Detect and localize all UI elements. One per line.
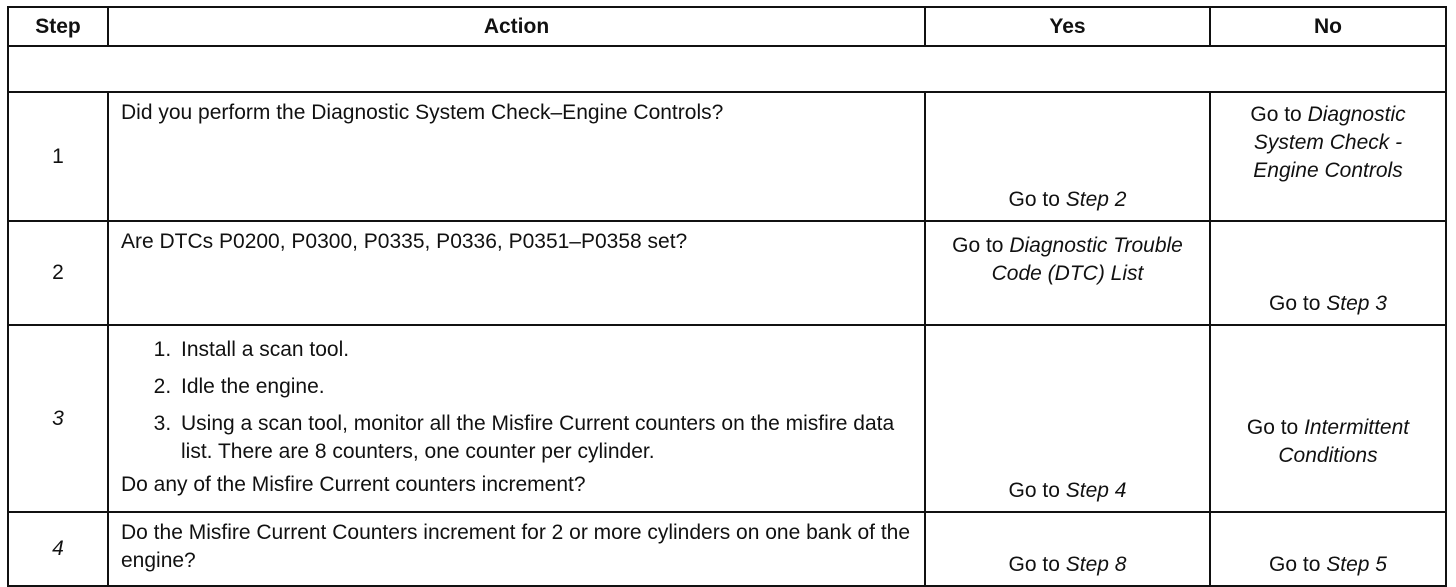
no-cell [1210,221,1446,325]
no-prefix: Go to [1269,553,1327,576]
yes-result[interactable] [926,222,1209,288]
yes-cell [925,325,1210,512]
action-text: Did you perform the Diagnostic System Check–Engine Controls? [108,92,925,221]
yes-cell [925,92,1210,221]
no-result[interactable] [1211,93,1445,185]
step-number: 2 [8,221,108,325]
yes-result[interactable] [926,477,1209,505]
no-link[interactable]: Diagnostic System Check - Engine Controls [1253,103,1406,182]
no-prefix: Go to [1269,292,1327,315]
table-row-step-2 [8,221,1446,325]
blank-cell [8,46,1446,92]
action-question: Do any of the Misfire Current counters increment? [121,473,586,496]
yes-link[interactable]: Step 4 [1065,479,1127,502]
no-result[interactable] [1211,290,1445,318]
yes-result[interactable] [926,551,1209,579]
diagnostic-table [7,6,1447,587]
no-prefix: Go to [1246,416,1305,439]
header-action: Action [108,7,925,46]
yes-prefix: Go to [952,234,1010,257]
diagnostic-table-sheet [7,6,1445,576]
yes-link[interactable]: Step 2 [1065,188,1127,211]
yes-link[interactable]: Diagnostic Trouble Code (DTC) List [991,234,1183,285]
blank-row [8,46,1446,92]
instruction-list [121,336,912,466]
step-number: 4 [8,512,108,586]
yes-result[interactable] [926,186,1209,214]
list-item: 2. Idle the engine. [177,373,912,401]
yes-prefix: Go to [1008,188,1066,211]
no-result[interactable] [1211,551,1445,579]
header-row [8,7,1446,46]
no-cell [1210,325,1446,512]
step-number: 1 [8,92,108,221]
no-result[interactable] [1211,326,1445,470]
no-link[interactable]: Step 3 [1326,292,1387,315]
yes-prefix: Go to [1008,479,1066,502]
no-link[interactable]: Step 5 [1326,553,1387,576]
header-yes: Yes [925,7,1210,46]
no-cell [1210,92,1446,221]
yes-prefix: Go to [1008,553,1066,576]
header-no: No [1210,7,1446,46]
step-number: 3 [8,325,108,512]
yes-cell [925,512,1210,586]
no-cell [1210,512,1446,586]
no-prefix: Go to [1250,103,1308,126]
table-row-step-3 [8,325,1446,512]
table-row-step-1 [8,92,1446,221]
list-item: 1. Install a scan tool. [177,336,912,364]
header-step: Step [8,7,108,46]
action-text: Do the Misfire Current Counters increment for 2 or more cylinders on one bank of the engine? [108,512,925,586]
action-cell [108,325,925,512]
table-row-step-4 [8,512,1446,586]
yes-link[interactable]: Step 8 [1065,553,1127,576]
list-item: 3. Using a scan tool, monitor all the Misfire Current counters on the misfire data list. There are 8 counters, one counter per cylinder. [177,410,912,466]
action-text: Are DTCs P0200, P0300, P0335, P0336, P0351–P0358 set? [108,221,925,325]
yes-cell [925,221,1210,325]
no-link[interactable]: Intermittent Conditions [1278,416,1410,467]
